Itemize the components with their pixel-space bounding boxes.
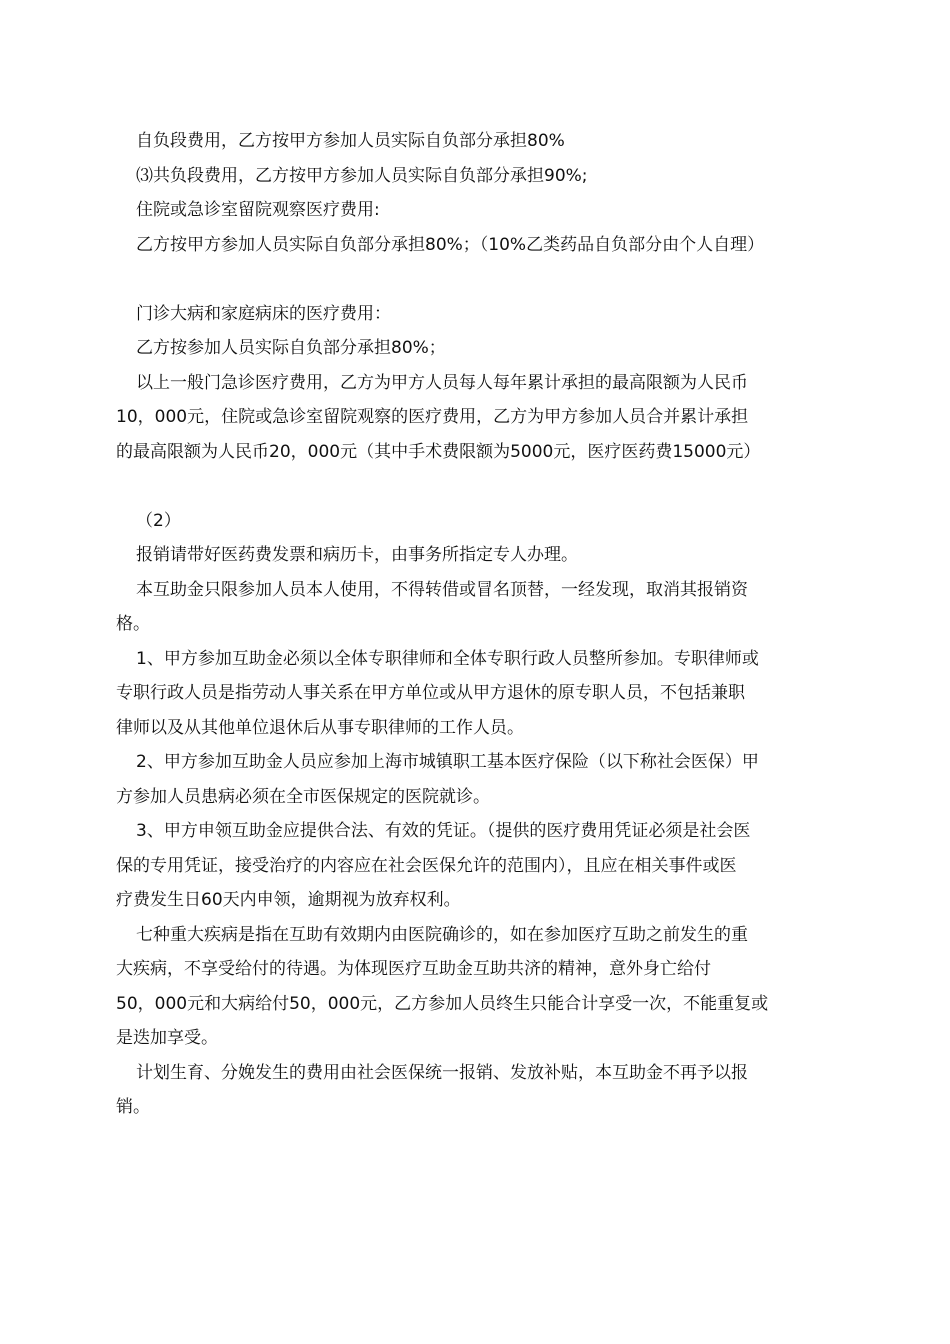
text-line: 住院或急诊室留院观察医疗费用: — [136, 200, 380, 220]
text-line: 10，000元，住院或急诊室留院观察的医疗费用，乙方为甲方参加人员合并累计承担 — [116, 407, 749, 427]
text-line: 是迭加享受。 — [116, 1028, 218, 1048]
text-line: 乙方按甲方参加人员实际自负部分承担80%；（10%乙类药品自负部分由个人自理） — [136, 234, 765, 255]
text-line: 的最高限额为人民币20，000元（其中手术费限额为5000元，医疗医药费15000元） — [116, 441, 761, 462]
section-number: （2） — [136, 510, 181, 531]
text-line: 1、甲方参加互助金必须以全体专职律师和全体专职行政人员整所参加。专职律师或 — [136, 648, 759, 669]
text-line: 50，000元和大病给付50，000元，乙方参加人员终生只能合计享受一次，不能重复或 — [116, 993, 769, 1014]
text-line: 报销请带好医药费发票和病历卡，由事务所指定专人办理。 — [136, 545, 578, 565]
text-line: 计划生育、分娩发生的费用由社会医保统一报销、发放补贴，本互助金不再予以报 — [136, 1062, 748, 1083]
text-line: 专职行政人员是指劳动人事关系在甲方单位或从甲方退休的原专职人员，不包括兼职 — [116, 683, 745, 703]
text-line: 大疾病，不享受给付的待遇。为体现医疗互助金互助共济的精神，意外身亡给付 — [116, 959, 711, 979]
text-line: 3、甲方申领互助金应提供合法、有效的凭证。（提供的医疗费用凭证必须是社会医 — [136, 821, 751, 841]
text-line: 2、甲方参加互助金人员应参加上海市城镇职工基本医疗保险（以下称社会医保）甲 — [136, 752, 759, 772]
blank-line — [116, 262, 836, 297]
text-line: 疗费发生日60天内申领，逾期视为放弃权利。 — [116, 890, 461, 910]
text-line: ⑶共负段费用，乙方按甲方参加人员实际自负部分承担90%; — [136, 165, 588, 186]
text-line: 七种重大疾病是指在互助有效期内由医院确诊的，如在参加医疗互助之前发生的重 — [136, 924, 748, 945]
text-line: 销。 — [116, 1097, 150, 1117]
text-line: 乙方按参加人员实际自负部分承担80%； — [136, 338, 446, 358]
text-line: 方参加人员患病必须在全市医保规定的医院就诊。 — [116, 786, 490, 807]
text-line: 自负段费用，乙方按甲方参加人员实际自负部分承担80% — [136, 131, 565, 151]
text-line: 保的专用凭证，接受治疗的内容应在社会医保允许的范围内），且应在相关事件或医 — [116, 855, 737, 876]
text-line: 格。 — [116, 614, 150, 634]
text-line: 以上一般门急诊医疗费用，乙方为甲方人员每人每年累计承担的最高限额为人民币 — [136, 372, 748, 393]
blank-line — [116, 469, 836, 504]
text-line: 本互助金只限参加人员本人使用，不得转借或冒名顶替，一经发现，取消其报销资 — [136, 579, 748, 600]
text-line: 门诊大病和家庭病床的医疗费用： — [136, 303, 391, 324]
text-line: 律师以及从其他单位退休后从事专职律师的工作人员。 — [116, 717, 524, 738]
document-body — [116, 124, 836, 1125]
